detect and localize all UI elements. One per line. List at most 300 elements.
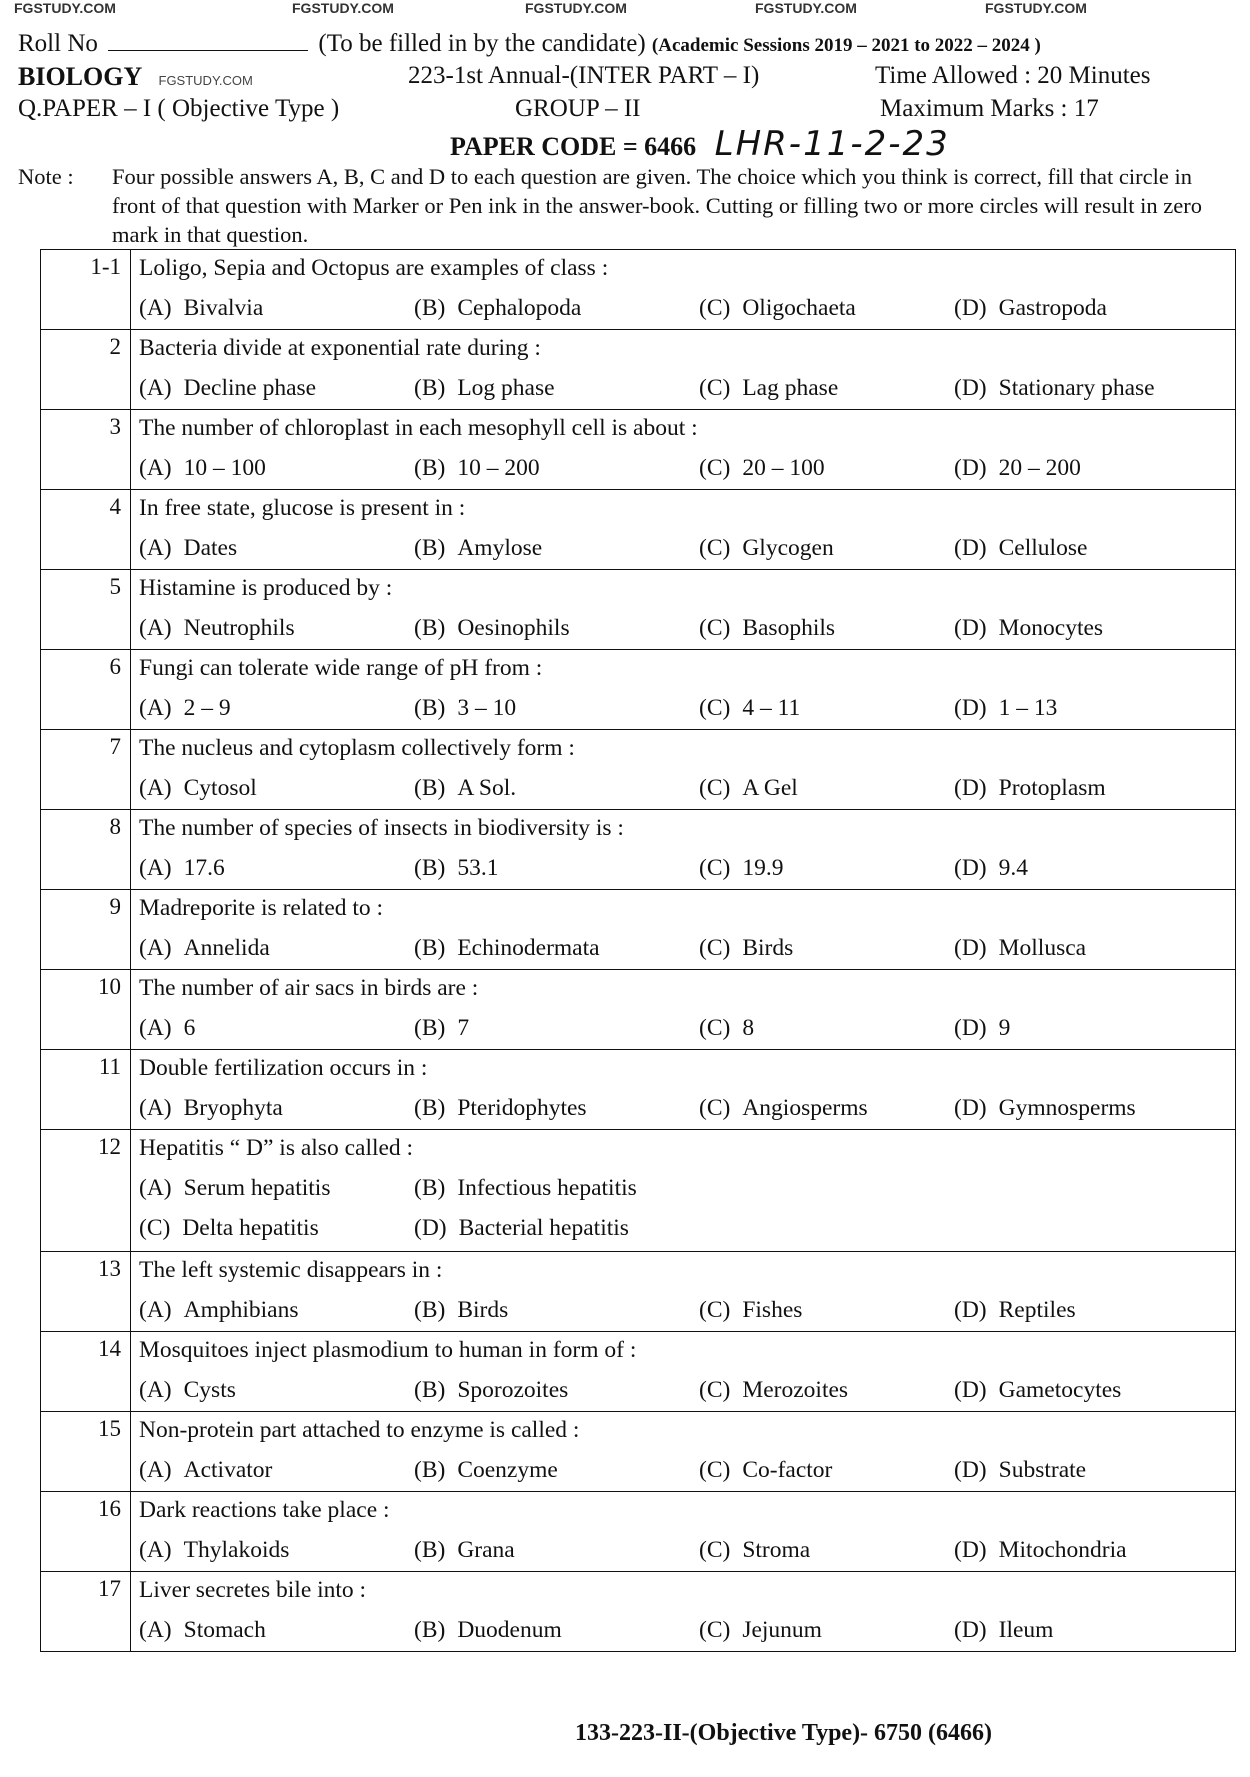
option-letter: (B) bbox=[414, 855, 446, 881]
answer-option bbox=[699, 1015, 754, 1042]
answer-option bbox=[954, 615, 1103, 642]
question-number: 2 bbox=[41, 330, 131, 410]
answer-option bbox=[139, 935, 270, 962]
paper-code: PAPER CODE = 6466 bbox=[450, 132, 697, 161]
question-stem: Mosquitoes inject plasmodium to human in form of : bbox=[139, 1337, 637, 1363]
options-row bbox=[139, 1011, 1235, 1049]
option-letter: (D) bbox=[954, 935, 987, 961]
option-text: A Gel bbox=[742, 775, 798, 801]
answer-option bbox=[699, 775, 798, 802]
answer-option bbox=[954, 1015, 1010, 1042]
question-row bbox=[41, 1130, 1236, 1252]
question-body bbox=[131, 650, 1236, 730]
question-row bbox=[41, 410, 1236, 490]
option-text: Duodenum bbox=[457, 1617, 562, 1643]
answer-option bbox=[954, 1377, 1121, 1404]
question-stem: Fungi can tolerate wide range of pH from : bbox=[139, 655, 543, 681]
answer-option bbox=[414, 535, 542, 562]
option-text: Cytosol bbox=[183, 775, 257, 801]
subject-title: BIOLOGY bbox=[18, 62, 143, 91]
watermark-text: FGSTUDY.COM bbox=[985, 0, 1087, 16]
question-body bbox=[131, 250, 1236, 330]
answer-option bbox=[139, 455, 266, 482]
option-text: 53.1 bbox=[457, 855, 499, 881]
option-text: Coenzyme bbox=[457, 1457, 558, 1483]
question-number: 7 bbox=[41, 730, 131, 810]
option-text: 17.6 bbox=[183, 855, 225, 881]
question-body bbox=[131, 1332, 1236, 1412]
answer-option bbox=[139, 1215, 319, 1242]
answer-option bbox=[414, 1537, 515, 1564]
option-letter: (D) bbox=[954, 775, 987, 801]
option-text: Oesinophils bbox=[457, 615, 570, 641]
option-letter: (C) bbox=[699, 935, 731, 961]
question-row bbox=[41, 1412, 1236, 1492]
option-text: 1 – 13 bbox=[998, 695, 1058, 721]
answer-option bbox=[699, 375, 838, 402]
question-row bbox=[41, 1492, 1236, 1572]
option-text: Sporozoites bbox=[457, 1377, 569, 1403]
option-text: Substrate bbox=[998, 1457, 1087, 1483]
option-letter: (B) bbox=[414, 455, 446, 481]
option-text: Fishes bbox=[742, 1297, 803, 1323]
option-letter: (D) bbox=[954, 455, 987, 481]
answer-option bbox=[699, 855, 783, 882]
answer-option bbox=[954, 1297, 1076, 1324]
question-number: 15 bbox=[41, 1412, 131, 1492]
option-letter: (B) bbox=[414, 375, 446, 401]
option-text: Glycogen bbox=[742, 535, 834, 561]
question-row bbox=[41, 730, 1236, 810]
option-letter: (D) bbox=[954, 1617, 987, 1643]
option-text: Mollusca bbox=[998, 935, 1087, 961]
option-letter: (B) bbox=[414, 1617, 446, 1643]
answer-option bbox=[139, 1095, 283, 1122]
answer-option bbox=[414, 1095, 587, 1122]
question-body bbox=[131, 1572, 1236, 1652]
question-number: 3 bbox=[41, 410, 131, 490]
question-row bbox=[41, 970, 1236, 1050]
answer-option bbox=[414, 1617, 562, 1644]
options-row bbox=[139, 1373, 1235, 1411]
question-number: 8 bbox=[41, 810, 131, 890]
question-number: 9 bbox=[41, 890, 131, 970]
answer-option bbox=[139, 375, 316, 402]
answer-option bbox=[699, 1095, 868, 1122]
option-text: Serum hepatitis bbox=[183, 1175, 331, 1201]
question-stem: Dark reactions take place : bbox=[139, 1497, 390, 1523]
time-allowed: Time Allowed : 20 Minutes bbox=[875, 62, 1151, 89]
answer-option bbox=[954, 775, 1106, 802]
answer-option bbox=[139, 775, 257, 802]
question-body bbox=[131, 1130, 1236, 1252]
option-letter: (C) bbox=[699, 775, 731, 801]
option-text: Cysts bbox=[183, 1377, 236, 1403]
answer-option bbox=[139, 855, 225, 882]
question-row bbox=[41, 570, 1236, 650]
option-text: 10 – 200 bbox=[457, 455, 540, 481]
roll-label: Roll No bbox=[18, 30, 98, 57]
question-number: 17 bbox=[41, 1572, 131, 1652]
option-letter: (A) bbox=[139, 1175, 172, 1201]
option-letter: (D) bbox=[954, 295, 987, 321]
answer-option bbox=[954, 1457, 1086, 1484]
options-row bbox=[139, 771, 1235, 809]
question-number: 16 bbox=[41, 1492, 131, 1572]
question-stem: The nucleus and cytoplasm collectively form : bbox=[139, 735, 575, 761]
option-letter: (C) bbox=[699, 1095, 731, 1121]
options-row bbox=[139, 1211, 1235, 1251]
option-letter: (D) bbox=[414, 1215, 447, 1241]
answer-option bbox=[699, 535, 834, 562]
option-text: 20 – 200 bbox=[998, 455, 1081, 481]
option-letter: (A) bbox=[139, 295, 172, 321]
option-letter: (A) bbox=[139, 1537, 172, 1563]
option-letter: (D) bbox=[954, 1377, 987, 1403]
option-text: Lag phase bbox=[742, 375, 839, 401]
question-row bbox=[41, 1572, 1236, 1652]
answer-option bbox=[414, 1377, 568, 1404]
option-letter: (C) bbox=[699, 1297, 731, 1323]
option-text: Co-factor bbox=[742, 1457, 833, 1483]
option-text: 9 bbox=[998, 1015, 1011, 1041]
options-row bbox=[139, 451, 1235, 489]
option-letter: (A) bbox=[139, 695, 172, 721]
roll-note: (To be filled in by the candidate) bbox=[318, 30, 646, 57]
answer-option bbox=[954, 935, 1086, 962]
options-row bbox=[139, 1171, 1235, 1211]
question-body bbox=[131, 1412, 1236, 1492]
question-body bbox=[131, 730, 1236, 810]
option-letter: (B) bbox=[414, 1297, 446, 1323]
option-letter: (C) bbox=[699, 855, 731, 881]
roll-line bbox=[18, 30, 1041, 58]
option-letter: (C) bbox=[699, 295, 731, 321]
answer-option bbox=[699, 695, 800, 722]
option-text: 19.9 bbox=[742, 855, 784, 881]
option-text: Merozoites bbox=[742, 1377, 849, 1403]
answer-option bbox=[414, 375, 555, 402]
question-stem: Liver secretes bile into : bbox=[139, 1577, 367, 1603]
question-row bbox=[41, 330, 1236, 410]
note-text: Four possible answers A, B, C and D to each question are given. The choice which you think is correct, fill that circle in front of that question with Marker or Pen ink in the answer-book. Cutting or filling two or more circles will result in zero mark in that question. bbox=[112, 164, 1202, 247]
answer-option bbox=[414, 615, 570, 642]
answer-option bbox=[414, 695, 516, 722]
question-row bbox=[41, 1332, 1236, 1412]
question-stem: Madreporite is related to : bbox=[139, 895, 384, 921]
question-number: 12 bbox=[41, 1130, 131, 1252]
answer-option bbox=[414, 1215, 629, 1242]
paper-code-line bbox=[450, 124, 950, 164]
option-text: 4 – 11 bbox=[742, 695, 801, 721]
option-letter: (A) bbox=[139, 935, 172, 961]
option-letter: (A) bbox=[139, 1457, 172, 1483]
option-text: Jejunum bbox=[742, 1617, 822, 1643]
option-letter: (A) bbox=[139, 615, 172, 641]
question-stem: Loligo, Sepia and Octopus are examples of class : bbox=[139, 255, 609, 281]
option-text: Basophils bbox=[742, 615, 836, 641]
question-stem: The number of species of insects in biodiversity is : bbox=[139, 815, 624, 841]
answer-option bbox=[699, 1617, 822, 1644]
answer-option bbox=[954, 375, 1155, 402]
option-text: Dates bbox=[183, 535, 238, 561]
answer-option bbox=[954, 1095, 1136, 1122]
exam-title: 223-1st Annual-(INTER PART – I) bbox=[408, 62, 760, 89]
option-text: Bacterial hepatitis bbox=[458, 1215, 629, 1241]
watermark-text: FGSTUDY.COM bbox=[525, 0, 627, 16]
question-body bbox=[131, 890, 1236, 970]
option-letter: (A) bbox=[139, 535, 172, 561]
question-stem: Double fertilization occurs in : bbox=[139, 1055, 428, 1081]
question-number: 13 bbox=[41, 1252, 131, 1332]
option-text: Cellulose bbox=[998, 535, 1088, 561]
question-row bbox=[41, 890, 1236, 970]
option-letter: (D) bbox=[954, 535, 987, 561]
option-letter: (C) bbox=[699, 535, 731, 561]
answer-option bbox=[954, 855, 1028, 882]
question-stem: The number of air sacs in birds are : bbox=[139, 975, 479, 1001]
option-text: Gymnosperms bbox=[998, 1095, 1136, 1121]
top-watermark-strip bbox=[0, 0, 1250, 22]
watermark-text: FGSTUDY.COM bbox=[755, 0, 857, 16]
option-text: Gastropoda bbox=[998, 295, 1107, 321]
option-letter: (B) bbox=[414, 1095, 446, 1121]
answer-option bbox=[139, 1015, 195, 1042]
option-letter: (C) bbox=[699, 455, 731, 481]
option-letter: (D) bbox=[954, 1297, 987, 1323]
option-letter: (B) bbox=[414, 1175, 446, 1201]
answer-option bbox=[139, 1457, 272, 1484]
option-letter: (B) bbox=[414, 935, 446, 961]
paper-type: Q.PAPER – I ( Objective Type ) bbox=[18, 95, 340, 122]
answer-option bbox=[139, 695, 231, 722]
answer-option bbox=[414, 1297, 508, 1324]
option-text: Reptiles bbox=[998, 1297, 1076, 1323]
option-text: Cephalopoda bbox=[457, 295, 582, 321]
option-text: Bryophyta bbox=[183, 1095, 283, 1121]
option-text: Pteridophytes bbox=[457, 1095, 587, 1121]
options-row bbox=[139, 531, 1235, 569]
option-text: 9.4 bbox=[998, 855, 1028, 881]
option-letter: (D) bbox=[954, 695, 987, 721]
option-letter: (D) bbox=[954, 615, 987, 641]
option-text: Neutrophils bbox=[183, 615, 295, 641]
answer-option bbox=[139, 1175, 330, 1202]
question-body bbox=[131, 1492, 1236, 1572]
question-number: 6 bbox=[41, 650, 131, 730]
question-stem: Bacteria divide at exponential rate during : bbox=[139, 335, 541, 361]
answer-option bbox=[699, 1377, 848, 1404]
option-letter: (C) bbox=[699, 695, 731, 721]
options-row bbox=[139, 1453, 1235, 1491]
answer-option bbox=[414, 295, 581, 322]
option-text: Mitochondria bbox=[998, 1537, 1127, 1563]
question-number: 1-1 bbox=[41, 250, 131, 330]
questions-table bbox=[40, 249, 1236, 1652]
option-text: 3 – 10 bbox=[457, 695, 517, 721]
answer-option bbox=[139, 295, 263, 322]
handwritten-code: LHR-11-2-23 bbox=[714, 124, 950, 164]
option-letter: (A) bbox=[139, 1297, 172, 1323]
options-row bbox=[139, 931, 1235, 969]
roll-number-field bbox=[108, 32, 308, 51]
answer-option bbox=[139, 615, 295, 642]
option-letter: (B) bbox=[414, 1457, 446, 1483]
question-body bbox=[131, 410, 1236, 490]
instructions-note bbox=[18, 162, 1233, 249]
option-letter: (C) bbox=[699, 1537, 731, 1563]
question-row bbox=[41, 650, 1236, 730]
option-letter: (B) bbox=[414, 775, 446, 801]
option-letter: (B) bbox=[414, 1377, 446, 1403]
question-stem: Hepatitis “ D” is also called : bbox=[139, 1135, 414, 1161]
option-letter: (C) bbox=[699, 1457, 731, 1483]
option-text: Amylose bbox=[457, 535, 543, 561]
option-text: A Sol. bbox=[457, 775, 517, 801]
option-text: Angiosperms bbox=[742, 1095, 868, 1121]
answer-option bbox=[139, 1617, 266, 1644]
answer-option bbox=[699, 295, 856, 322]
question-body bbox=[131, 330, 1236, 410]
question-stem: Non-protein part attached to enzyme is called : bbox=[139, 1417, 580, 1443]
option-letter: (C) bbox=[139, 1215, 171, 1241]
option-text: 7 bbox=[457, 1015, 470, 1041]
answer-option bbox=[699, 455, 825, 482]
question-row bbox=[41, 810, 1236, 890]
question-row bbox=[41, 1252, 1236, 1332]
question-row bbox=[41, 490, 1236, 570]
option-text: Amphibians bbox=[183, 1297, 299, 1323]
option-text: Thylakoids bbox=[183, 1537, 290, 1563]
options-row bbox=[139, 1613, 1235, 1651]
option-letter: (A) bbox=[139, 455, 172, 481]
question-stem: The left systemic disappears in : bbox=[139, 1257, 443, 1283]
options-row bbox=[139, 371, 1235, 409]
answer-option bbox=[414, 1015, 469, 1042]
option-text: 2 – 9 bbox=[183, 695, 231, 721]
note-label: Note : bbox=[18, 164, 74, 189]
question-stem: The number of chloroplast in each mesophyll cell is about : bbox=[139, 415, 698, 441]
option-letter: (A) bbox=[139, 1377, 172, 1403]
options-row bbox=[139, 1293, 1235, 1331]
option-text: Activator bbox=[183, 1457, 273, 1483]
option-text: Oligochaeta bbox=[742, 295, 856, 321]
option-text: Annelida bbox=[183, 935, 270, 961]
question-stem: In free state, glucose is present in : bbox=[139, 495, 466, 521]
option-letter: (D) bbox=[954, 1537, 987, 1563]
option-letter: (A) bbox=[139, 775, 172, 801]
option-text: Birds bbox=[457, 1297, 509, 1323]
option-letter: (A) bbox=[139, 375, 172, 401]
answer-option bbox=[139, 1297, 299, 1324]
answer-option bbox=[414, 1175, 637, 1202]
question-body bbox=[131, 810, 1236, 890]
options-row bbox=[139, 1533, 1235, 1571]
option-text: Stationary phase bbox=[998, 375, 1155, 401]
question-number: 5 bbox=[41, 570, 131, 650]
answer-option bbox=[699, 1297, 802, 1324]
option-letter: (A) bbox=[139, 1617, 172, 1643]
answer-option bbox=[139, 1537, 289, 1564]
option-text: 6 bbox=[183, 1015, 196, 1041]
watermark-text: FGSTUDY.COM bbox=[292, 0, 394, 16]
question-number: 11 bbox=[41, 1050, 131, 1130]
option-letter: (D) bbox=[954, 855, 987, 881]
option-letter: (A) bbox=[139, 1095, 172, 1121]
question-number: 4 bbox=[41, 490, 131, 570]
subject-line bbox=[18, 62, 253, 92]
option-text: Monocytes bbox=[998, 615, 1104, 641]
question-body bbox=[131, 970, 1236, 1050]
option-letter: (C) bbox=[699, 1377, 731, 1403]
option-text: Stroma bbox=[742, 1537, 811, 1563]
option-letter: (B) bbox=[414, 535, 446, 561]
answer-option bbox=[699, 615, 835, 642]
option-text: Log phase bbox=[457, 375, 555, 401]
answer-option bbox=[414, 455, 540, 482]
option-text: 20 – 100 bbox=[742, 455, 825, 481]
question-body bbox=[131, 1050, 1236, 1130]
question-row bbox=[41, 1050, 1236, 1130]
option-letter: (D) bbox=[954, 1095, 987, 1121]
option-text: Delta hepatitis bbox=[182, 1215, 319, 1241]
answer-option bbox=[414, 1457, 558, 1484]
option-text: Echinodermata bbox=[457, 935, 600, 961]
option-letter: (D) bbox=[954, 1015, 987, 1041]
question-body bbox=[131, 1252, 1236, 1332]
option-text: Protoplasm bbox=[998, 775, 1106, 801]
answer-option bbox=[954, 695, 1057, 722]
watermark-text: FGSTUDY.COM bbox=[14, 0, 116, 16]
option-text: Ileum bbox=[998, 1617, 1054, 1643]
option-text: Decline phase bbox=[183, 375, 317, 401]
subject-watermark: FGSTUDY.COM bbox=[158, 73, 253, 88]
option-letter: (B) bbox=[414, 1537, 446, 1563]
options-row bbox=[139, 611, 1235, 649]
option-text: Bivalvia bbox=[183, 295, 264, 321]
answer-option bbox=[954, 455, 1081, 482]
answer-option bbox=[954, 1617, 1053, 1644]
question-number: 10 bbox=[41, 970, 131, 1050]
option-text: Birds bbox=[742, 935, 794, 961]
option-text: Stomach bbox=[183, 1617, 266, 1643]
option-letter: (C) bbox=[699, 1617, 731, 1643]
answer-option bbox=[414, 935, 600, 962]
option-text: 8 bbox=[742, 1015, 755, 1041]
option-letter: (C) bbox=[699, 375, 731, 401]
answer-option bbox=[699, 1457, 832, 1484]
options-row bbox=[139, 1091, 1235, 1129]
option-text: Infectious hepatitis bbox=[457, 1175, 637, 1201]
footer-code: 133-223-II-(Objective Type)- 6750 (6466) bbox=[575, 1720, 993, 1746]
question-body bbox=[131, 570, 1236, 650]
maximum-marks: Maximum Marks : 17 bbox=[880, 95, 1099, 122]
options-row bbox=[139, 851, 1235, 889]
answer-option bbox=[139, 535, 237, 562]
academic-sessions: (Academic Sessions 2019 – 2021 to 2022 – 2024 ) bbox=[651, 35, 1041, 56]
option-text: Gametocytes bbox=[998, 1377, 1122, 1403]
answer-option bbox=[414, 775, 516, 802]
option-text: Grana bbox=[457, 1537, 515, 1563]
option-letter: (B) bbox=[414, 1015, 446, 1041]
option-text: 10 – 100 bbox=[183, 455, 266, 481]
option-letter: (A) bbox=[139, 855, 172, 881]
answer-option bbox=[139, 1377, 236, 1404]
option-letter: (B) bbox=[414, 295, 446, 321]
answer-option bbox=[954, 535, 1087, 562]
options-row bbox=[139, 291, 1235, 329]
option-letter: (B) bbox=[414, 615, 446, 641]
